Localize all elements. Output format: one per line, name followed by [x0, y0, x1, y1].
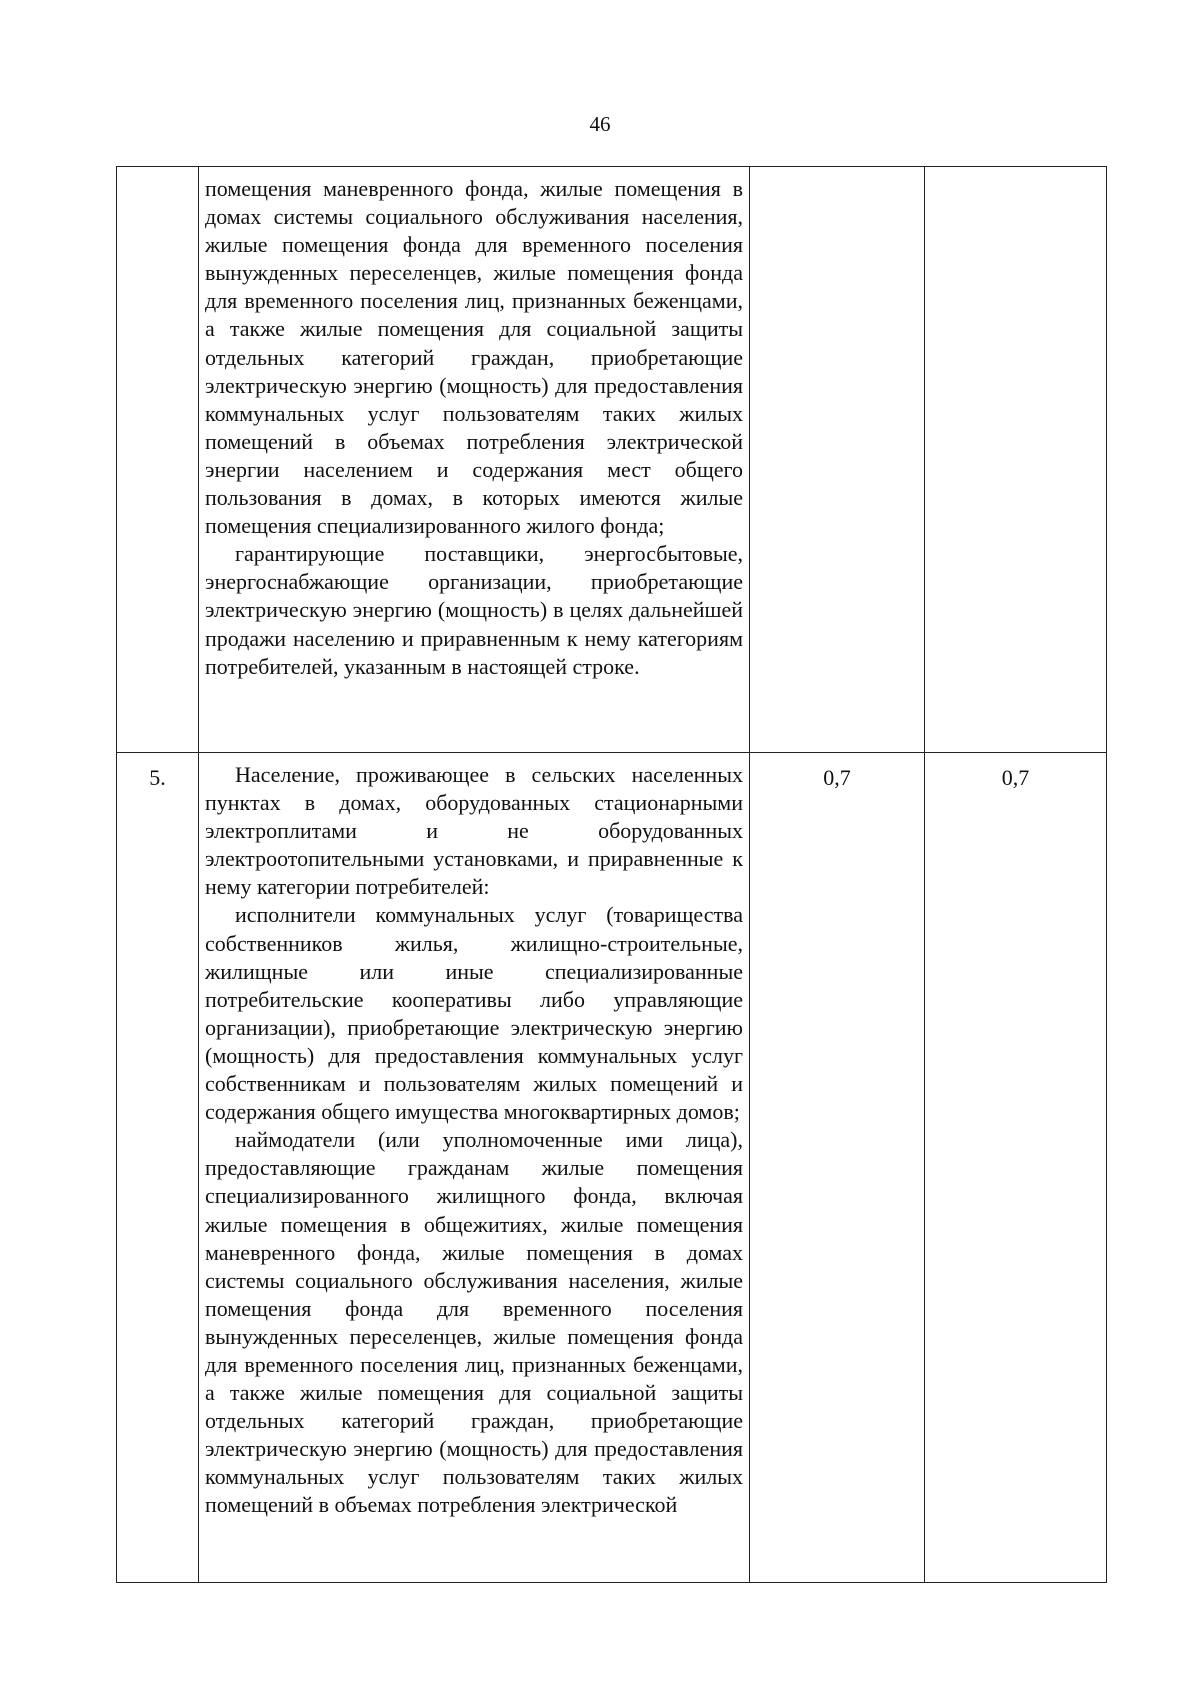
value-cell-2 — [925, 167, 1107, 753]
paragraph: помещения маневренного фонда, жилые помещения в домах системы социального обслуживания населения, жилые помещения фонда для временного поселения вынужденных переселенцев, жилые помещения фонда для временного поселения лиц, признанных беженцами, а также жилые помещения для социальной защиты отдельных категорий граждан, приобретающие электрическую энергию (мощность) для предоставления коммунальных услуг пользователям таких жилых помещений в объемах потребления электрической энергии населением и содержания мест общего пользования в домах, в которых имеются жилые помещения специализированного жилого фонда; — [205, 176, 743, 539]
row-number-cell: 5. — [117, 753, 199, 1583]
value-cell-2: 0,7 — [925, 753, 1107, 1583]
table-row — [117, 167, 1107, 753]
category-description-cell — [199, 167, 750, 753]
tariff-table — [116, 166, 1107, 1583]
value-cell-1: 0,7 — [750, 753, 925, 1583]
page-number: 46 — [589, 112, 611, 136]
paragraph: Население, проживающее в сельских населенных пунктах в домах, оборудованных стационарными электроплитами и не оборудованных электроотопительными установками, и приравненные к нему категории потребителей: — [205, 762, 743, 900]
table-row — [117, 753, 1107, 1583]
row-number-cell — [117, 167, 199, 753]
paragraph: наймодатели (или уполномоченные ими лица), предоставляющие гражданам жилые помещения специализированного жилищного фонда, включая жилые помещения в общежитиях, жилые помещения маневренного фонда, жилые помещения в домах системы социального обслуживания населения, жилые помещения фонда для временного поселения вынужденных переселенцев, жилые помещения фонда для временного поселения лиц, признанных беженцами, а также жилые помещения для социальной защиты отдельных категорий граждан, приобретающие электрическую энергию (мощность) для предоставления коммунальных услуг пользователям таких жилых помещений в объемах потребления электрической — [205, 1127, 743, 1518]
value-cell-1 — [750, 167, 925, 753]
category-description-cell — [199, 753, 750, 1583]
paragraph: гарантирующие поставщики, энергосбытовые, энергоснабжающие организации, приобретающие электрическую энергию (мощность) в целях дальнейшей продажи населению и приравненным к нему категориям потребителей, указанным в настоящей строке. — [205, 541, 743, 679]
paragraph: исполнители коммунальных услуг (товарищества собственников жилья, жилищно-строительные, жилищные или иные специализированные потребительские кооперативы либо управляющие организации), приобретающие электрическую энергию (мощность) для предоставления коммунальных услуг собственникам и пользователям жилых помещений и содержания общего имущества многоквартирных домов; — [205, 902, 743, 1125]
